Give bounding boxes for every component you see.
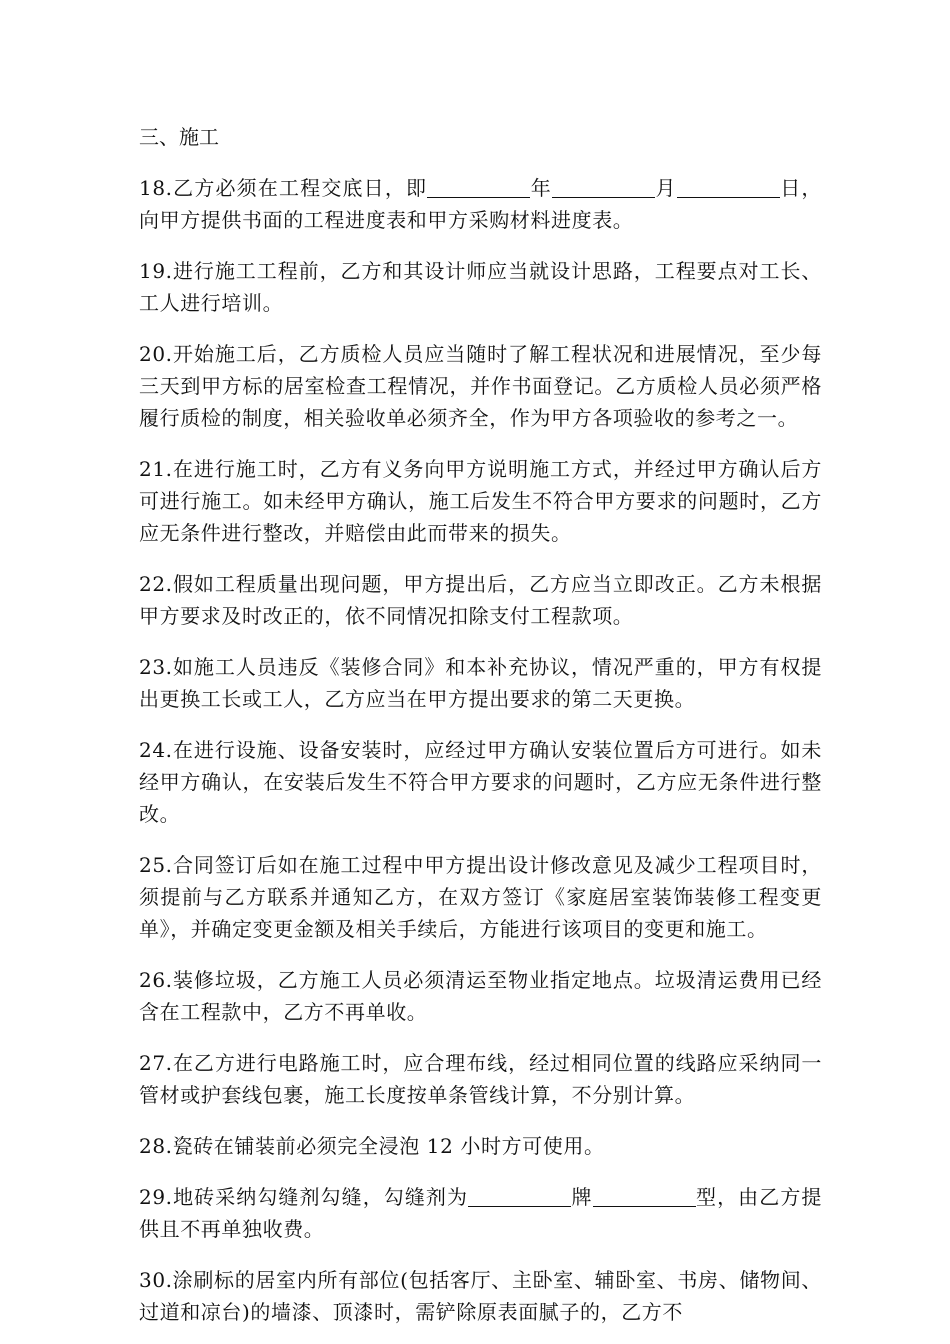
clause-number: 18. [139, 176, 173, 200]
clause-number: 24. [139, 738, 173, 762]
clause-text: 如施工人员违反《装修合同》和本补充协议，情况严重的，甲方有权提出更换工长或工人，乙方应当在甲方提出要求的第二天更换。 [139, 655, 822, 711]
clause-text: 在进行设施、设备安装时，应经过甲方确认安装位置后方可进行。如未经甲方确认，在安装后发生不符合甲方要求的问题时，乙方应无条件进行整改。 [139, 738, 822, 826]
day-blank [677, 175, 780, 198]
clause-number: 21. [139, 457, 173, 481]
clause-number: 29. [139, 1185, 173, 1209]
brand-blank [468, 1184, 571, 1207]
clause-24 [139, 734, 822, 830]
clause-number: 20. [139, 342, 173, 366]
clause-number: 22. [139, 572, 173, 596]
clause-text: 日，向甲方提供书面的工程进度表和甲方采购材料进度表。 [139, 176, 822, 232]
clause-25 [139, 849, 822, 945]
clause-20 [139, 338, 822, 434]
clause-text: 在乙方进行电路施工时，应合理布线，经过相同位置的线路应采纳同一管材或护套线包裹，施工长度按单条管线计算，不分别计算。 [139, 1051, 822, 1107]
section-heading: 三、施工 [139, 125, 219, 149]
clause-23 [139, 651, 822, 715]
clause-19 [139, 255, 822, 319]
clause-22 [139, 568, 822, 632]
clause-text: 型，由乙方提供且不再单独收费。 [139, 1185, 822, 1241]
clause-number: 25. [139, 853, 173, 877]
clause-text: 年 [530, 176, 552, 200]
clause-text: 乙方必须在工程交底日，即 [172, 176, 428, 200]
clause-text: 进行施工工程前，乙方和其设计师应当就设计思路，工程要点对工长、工人进行培训。 [139, 259, 822, 315]
clause-28 [139, 1130, 822, 1162]
clause-number: 19. [139, 259, 173, 283]
clause-text: 瓷砖在铺装前必须完全浸泡 12 小时方可使用。 [172, 1134, 605, 1158]
clause-29 [139, 1181, 822, 1245]
clause-text: 月 [654, 176, 677, 200]
clause-27 [139, 1047, 822, 1111]
clause-text: 装修垃圾，乙方施工人员必须清运至物业指定地点。垃圾清运费用已经含在工程款中，乙方不再单收。 [139, 968, 822, 1024]
clause-30 [139, 1264, 822, 1328]
clause-text: 在进行施工时，乙方有义务向甲方说明施工方式，并经过甲方确认后方可进行施工。如未经甲方确认，施工后发生不符合甲方要求的问题时，乙方应无条件进行整改，并赔偿由此而带来的损失。 [139, 457, 822, 545]
clause-text: 假如工程质量出现问题，甲方提出后，乙方应当立即改正。乙方未根据甲方要求及时改正的，依不同情况扣除支付工程款项。 [139, 572, 822, 628]
month-blank [552, 175, 655, 198]
year-blank [427, 175, 530, 198]
clause-text: 涂刷标的居室内所有部位(包括客厅、主卧室、辅卧室、书房、储物间、过道和凉台)的墙漆、顶漆时，需铲除原表面腻子的，乙方不 [139, 1268, 822, 1324]
model-blank [593, 1184, 696, 1207]
clause-26 [139, 964, 822, 1028]
clause-number: 26. [139, 968, 173, 992]
clause-number: 28. [139, 1134, 173, 1158]
clause-number: 27. [139, 1051, 173, 1075]
clause-text: 地砖采纳勾缝剂勾缝，勾缝剂为 [172, 1185, 469, 1209]
clause-text: 牌 [571, 1185, 593, 1209]
clause-text: 开始施工后，乙方质检人员应当随时了解工程状况和进展情况，至少每三天到甲方标的居室检查工程情况，并作书面登记。乙方质检人员必须严格履行质检的制度，相关验收单必须齐全，作为甲方各项验收的参考之一。 [139, 342, 822, 430]
clause-18 [139, 172, 822, 236]
clause-21 [139, 453, 822, 549]
clause-number: 30. [139, 1268, 173, 1292]
clause-number: 23. [139, 655, 173, 679]
clause-text: 合同签订后如在施工过程中甲方提出设计修改意见及减少工程项目时，须提前与乙方联系并通知乙方，在双方签订《家庭居室装饰装修工程变更单》，并确定变更金额及相关手续后，方能进行该项目的变更和施工。 [139, 853, 822, 941]
